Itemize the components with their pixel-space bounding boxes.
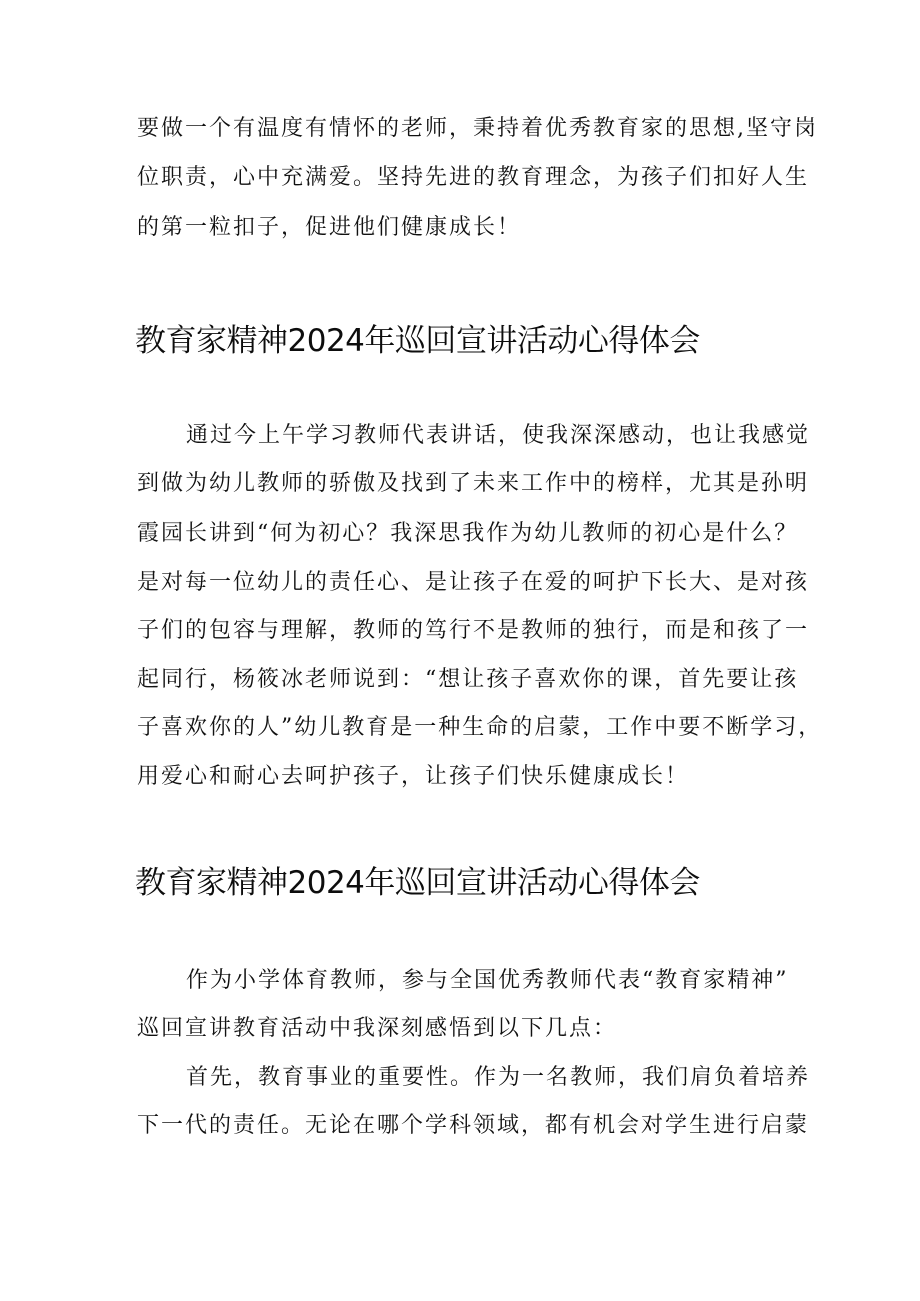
paragraph-line: 下一代的责任。无论在哪个学科领域，都有机会对学生进行启蒙 [137, 1113, 810, 1138]
section-heading: 教育家精神2024年巡回宣讲活动心得体会 [135, 323, 700, 359]
paragraph-line: 是对每一位幼儿的责任心、是让孩子在爱的呵护下长大、是对孩 [137, 570, 810, 595]
paragraph-line: 起同行，杨筱冰老师说到：“想让孩子喜欢你的课，首先要让孩 [137, 667, 799, 692]
paragraph-line: 首先，教育事业的重要性。作为一名教师，我们肩负着培养 [186, 1065, 811, 1090]
paragraph-line: 的第一粒扣子，促进他们健康成长！ [137, 215, 522, 240]
paragraph-line: 用爱心和耐心去呵护孩子，让孩子们快乐健康成长！ [137, 764, 690, 789]
paragraph-line: 作为小学体育教师，参与全国优秀教师代表“教育家精神” [186, 968, 789, 993]
paragraph-line: 子们的包容与理解，教师的笃行不是教师的独行，而是和孩了一 [137, 618, 810, 643]
paragraph-line: 霞园长讲到“何为初心？我深思我作为幼儿教师的初心是什么？ [137, 521, 799, 546]
paragraph-line: 位职责，心中充满爱。坚持先进的教育理念，为孩子们扣好人生 [137, 165, 810, 190]
paragraph-line: 到做为幼儿教师的骄傲及找到了未来工作中的榜样，尤其是孙明 [137, 471, 810, 496]
paragraph-line: 子喜欢你的人”幼儿教育是一种生命的启蒙，工作中要不断学习， [137, 715, 823, 740]
paragraph-line: 通过今上午学习教师代表讲话，使我深深感动，也让我感觉 [186, 423, 811, 448]
paragraph-line: 要做一个有温度有情怀的老师，秉持着优秀教育家的思想,坚守岗 [137, 116, 818, 141]
paragraph-line: 巡回宣讲教育活动中我深刻感悟到以下几点： [137, 1016, 618, 1041]
section-heading: 教育家精神2024年巡回宣讲活动心得体会 [135, 865, 700, 901]
